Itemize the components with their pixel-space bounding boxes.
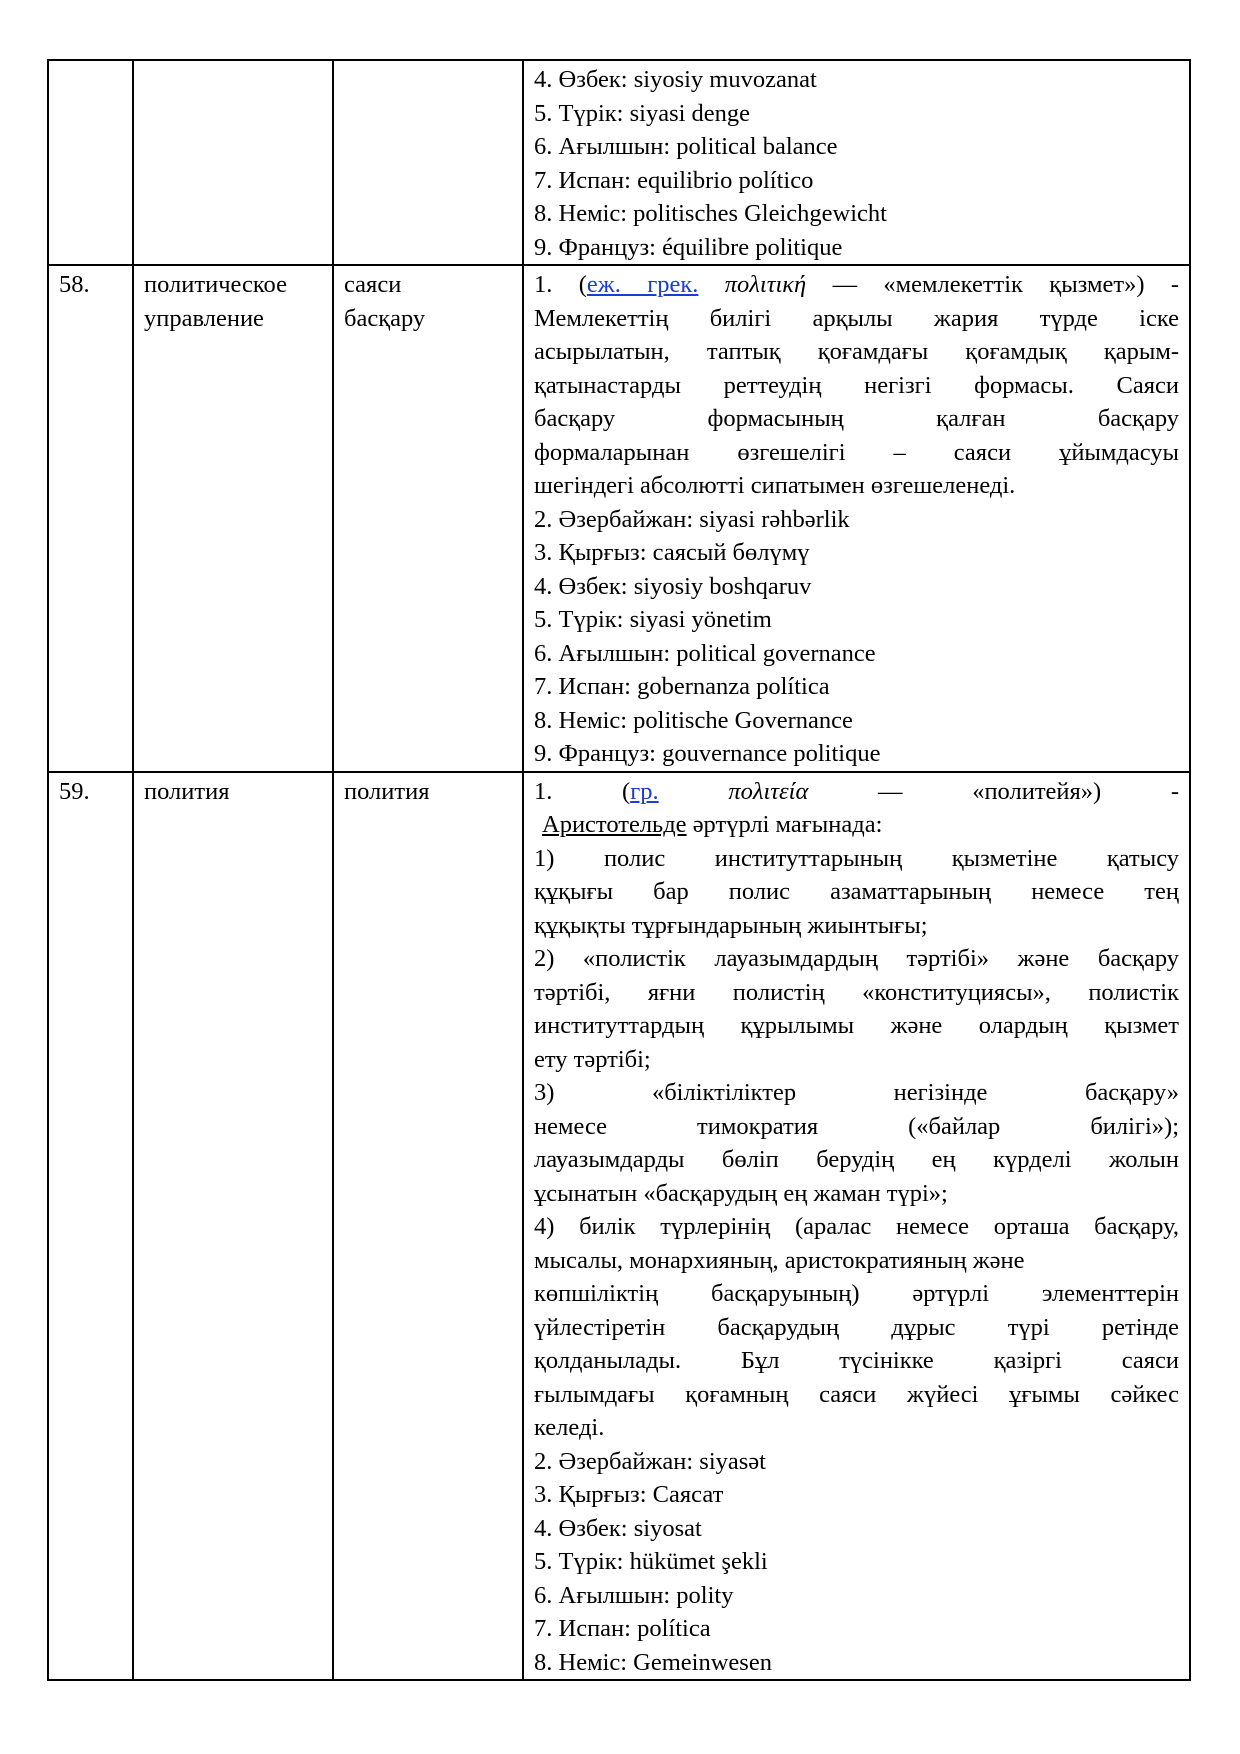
term-kz-line: басқару <box>344 304 426 332</box>
translation-uzbek: 4. Өзбек: siyosat <box>534 1514 702 1542</box>
term-ru-line: полития <box>144 777 230 805</box>
term-kz-cell <box>333 265 523 772</box>
aristotle-link[interactable]: Аристотельде <box>542 811 687 838</box>
table-row-59 <box>48 772 1190 1681</box>
definition-cell <box>523 265 1190 772</box>
term-ru-line: политическое <box>144 271 287 298</box>
definition-line: қатынастарды реттеудің негізгі формасы. Саяси <box>534 371 1179 399</box>
translation-spanish: 7. Испан: equilibrio político <box>534 166 814 194</box>
term-kz-cell <box>333 60 523 265</box>
definition-cell <box>523 772 1190 1681</box>
definition-line: тәртібі, яғни полистің «конституциясы», полистік <box>534 978 1179 1006</box>
definition-line: 2) «полистік лауазымдардың тәртібі» және басқару <box>534 945 1179 972</box>
term-kz-line: полития <box>344 777 430 805</box>
translation-german: 8. Неміс: politisches Gleichgewicht <box>534 200 887 227</box>
translation-german: 8. Неміс: politische Governance <box>534 706 853 734</box>
definition-line: ету тәртібі; <box>534 1045 651 1073</box>
term-ru-cell <box>133 265 333 772</box>
definition-line: ұсынатын «басқарудың ең жаман түрі»; <box>534 1179 948 1207</box>
definition-first-line: 1. (гр. πολιτεία — «политейя») - <box>534 777 1180 805</box>
definition-line: үйлестіретін басқарудың дұрыс түрі ретінде <box>534 1313 1179 1341</box>
translation-spanish: 7. Испан: gobernanza política <box>534 673 830 700</box>
term-ru-cell <box>133 772 333 1681</box>
translation-english: 6. Ағылшын: political governance <box>534 639 876 667</box>
translation-kyrgyz: 3. Қырғыз: саясый бөлүмү <box>534 539 810 566</box>
translation-french: 9. Француз: équilibre politique <box>534 233 843 261</box>
table-row-58 <box>48 265 1190 772</box>
definition-line: мысалы, монархияның, аристократияның және <box>534 1246 1025 1274</box>
definition-line: формаларынан өзгешелігі – саяси ұйымдасуы <box>534 438 1179 466</box>
translation-english: 6. Ағылшын: political balance <box>534 133 838 160</box>
definition-line: институттардың құрылымы және олардың қызмет <box>534 1012 1179 1039</box>
translation-english: 6. Ағылшын: polity <box>534 1581 734 1609</box>
definition-line: Аристотельде әртүрлі мағынада: <box>542 811 883 838</box>
translation-french: 9. Француз: gouvernance politique <box>534 740 881 767</box>
number-cell <box>48 60 133 265</box>
definition-line: басқару формасының қалған басқару <box>534 405 1179 432</box>
term-ru-cell <box>133 60 333 265</box>
terms-table <box>47 59 1191 1681</box>
definition-line: ғылымдағы қоғамның саяси жүйесі ұғымы сәйкес <box>534 1380 1179 1408</box>
etymology-link[interactable]: еж. грек. <box>586 271 699 298</box>
table-row-continued <box>48 60 1190 265</box>
row-number: 59. <box>48 772 133 1681</box>
translation-azerbaijani: 2. Әзербайжан: siyasət <box>534 1447 766 1475</box>
translation-turkish: 5. Түрік: siyasi denge <box>534 99 751 127</box>
definition-line: асырылатын, таптық қоғамдағы қоғамдық қарым- <box>534 338 1179 365</box>
greek-word: πολιτεία <box>728 777 809 805</box>
definition-cell <box>523 60 1190 265</box>
definition-line: лауазымдарды бөліп берудің ең күрделі жолын <box>534 1146 1179 1173</box>
definition-first-line: 1. (еж. грек. πολιτική — «мемлекеттік қызмет») - <box>534 271 1180 298</box>
translation-kyrgyz: 3. Қырғыз: Саясат <box>534 1481 724 1508</box>
definition-line: келеді. <box>534 1414 605 1441</box>
translation-turkish: 5. Түрік: hükümet şekli <box>534 1548 768 1575</box>
definition-line: құқығы бар полис азаматтарының немесе тең <box>534 878 1179 905</box>
term-kz-line: саяси <box>344 271 402 298</box>
definition-line: 1) полис институттарының қызметіне қатысу <box>534 844 1179 872</box>
translation-uzbek: 4. Өзбек: siyosiy boshqaruv <box>534 572 812 600</box>
definition-line: Мемлекеттің билігі арқылы жария түрде іске <box>534 304 1179 332</box>
term-ru-line: управление <box>144 304 264 332</box>
etymology-link[interactable]: гр. <box>630 777 659 805</box>
translation-azerbaijani: 2. Әзербайжан: siyasi rəhbərlik <box>534 505 850 533</box>
definition-line: шегіндегі абсолютті сипатымен өзгешеленеді. <box>534 472 1016 499</box>
definition-line: қолданылады. Бұл түсінікке қазіргі саяси <box>534 1347 1179 1374</box>
translation-spanish: 7. Испан: política <box>534 1615 711 1642</box>
translation-turkish: 5. Түрік: siyasi yönetim <box>534 606 772 633</box>
translation-german: 8. Неміс: Gemeinwesen <box>534 1648 772 1676</box>
definition-line: немесе тимократия («байлар билігі»); <box>534 1112 1179 1140</box>
term-kz-cell <box>333 772 523 1681</box>
definition-line: 4) билік түрлерінің (аралас немесе орташа басқару, <box>534 1213 1179 1240</box>
definition-line: көпшіліктің басқаруының) әртүрлі элементтерін <box>534 1280 1179 1307</box>
row-number: 58. <box>48 265 133 772</box>
greek-word: πολιτική <box>724 271 807 298</box>
definition-line: құқықты тұрғындарының жиынтығы; <box>534 911 928 939</box>
translation-uzbek: 4. Өзбек: siyosiy muvozanat <box>534 66 817 93</box>
definition-line: 3) «біліктіліктер негізінде басқару» <box>534 1079 1179 1106</box>
